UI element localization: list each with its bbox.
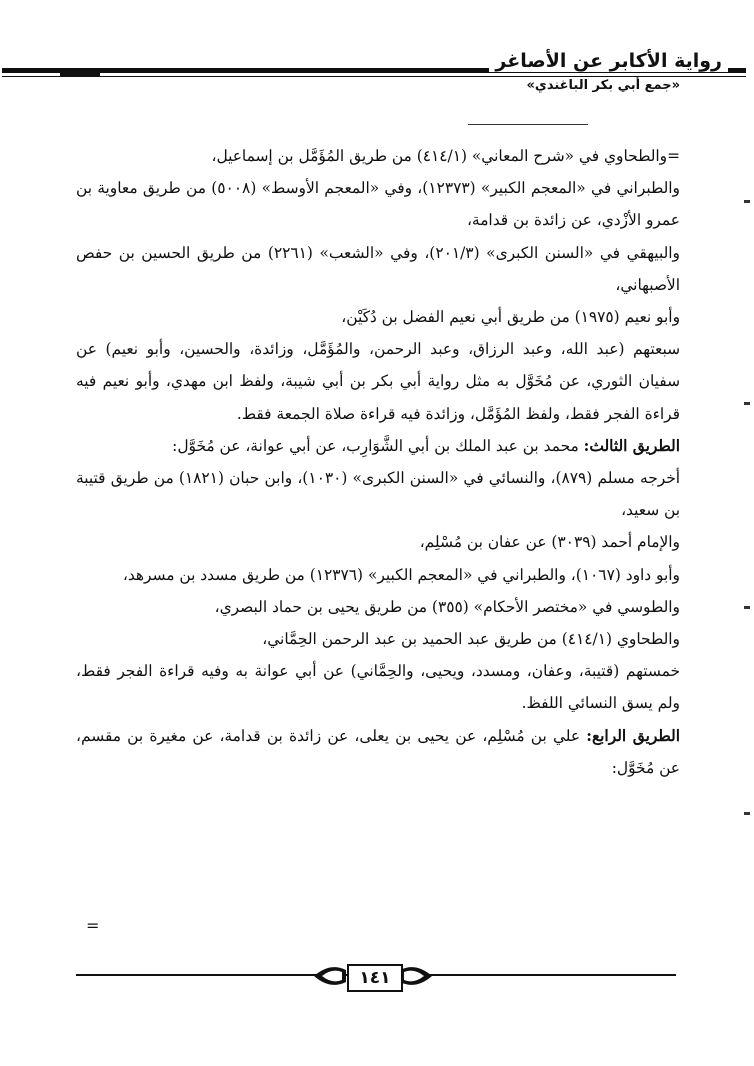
paragraph-text: أخرجه مسلم (٨٧٩)، والنسائي في «السنن الكبرى» (١٠٣٠)، وابن حبان (١٨٢١) من طريق قتيبة بن سعيد،	[76, 469, 680, 520]
paragraph	[76, 140, 680, 172]
paragraph-text: والطبراني في «المعجم الكبير» (١٢٣٧٣)، وفي «المعجم الأوسط» (٥٠٠٨) من طريق معاوية بن عمرو الأزْدي، عن زائدة بن قدامة،	[76, 179, 680, 230]
paragraph	[76, 526, 680, 558]
edge-tick-mark	[744, 200, 750, 203]
paragraph	[76, 462, 680, 526]
paragraph	[76, 720, 680, 784]
paragraph-text: =والطحاوي في «شرح المعاني» (٤١٤/١) من طريق المُؤَمَّل بن إسماعيل،	[211, 147, 680, 165]
paragraph-text: محمد بن عبد الملك بن أبي الشَّوَارِب، عن أبي عوانة، عن مُخَوَّل:	[172, 436, 584, 455]
running-title: رواية الأكابر عن الأصاغر	[489, 50, 728, 72]
paragraph-text: والبيهقي في «السنن الكبرى» (٢٠١/٣)، وفي «الشعب» (٢٢٦١) من طريق الحسين بن حفص الأصبهاني،	[76, 243, 680, 294]
section-heading: الطريق الثالث:	[583, 436, 680, 455]
paragraph	[76, 430, 680, 462]
header-bar-left	[60, 73, 100, 77]
paragraph-text: وأبو نعيم (١٩٧٥) من طريق أبي نعيم الفضل بن دُكَيْن،	[341, 308, 680, 327]
edge-tick-mark	[744, 606, 750, 609]
paragraph	[76, 172, 680, 236]
edge-tick-mark	[744, 812, 750, 815]
paragraph-text: والطحاوي (٤١٤/١) من طريق عبد الحميد بن عبد الرحمن الحِمَّاني،	[262, 630, 680, 649]
header-underline	[468, 124, 588, 125]
paragraph	[76, 333, 680, 430]
paragraph	[76, 237, 680, 301]
paragraph-text: وأبو داود (١٠٦٧)، والطبراني في «المعجم الكبير» (١٢٣٧٦) من طريق مسدد بن مسرهد،	[122, 565, 680, 584]
page-header	[0, 30, 754, 120]
paragraph	[76, 623, 680, 655]
paragraph-text: والإمام أحمد (٣٠٣٩) عن عفان بن مُسْلِم،	[419, 533, 680, 552]
paragraph	[76, 301, 680, 333]
paragraph-text: علي بن مُسْلِم، عن يحيى بن يعلى، عن زائدة بن قدامة، عن مغيرة بن مقسم، عن مُخَوَّل:	[76, 726, 680, 777]
page-number: ١٤١	[347, 964, 403, 992]
paragraph-text: سبعتهم (عبد الله، وعبد الرزاق، وعبد الرحمن، والمُؤَمَّل، وزائدة، والحسين، وأبو نعيم) عن سفيان الثوري، عن مُخَوَّل به مثل رواية أبي بكر بن أبي شيبة، ولفظ ابن مهدي، وأبو نعيم فيه قراءة الفجر فقط، ولفظ المُؤَمَّل، وزائدة فيه قراءة صلاة الجمعة فقط.	[76, 340, 680, 423]
header-rule-thin	[2, 76, 746, 77]
running-subtitle: «جمع أبي بكر الباغندي»	[523, 78, 685, 94]
body-text	[76, 140, 680, 784]
paragraph	[76, 655, 680, 719]
paragraph	[76, 591, 680, 623]
paragraph-text: خمستهم (قتيبة، وعفان، ومسدد، ويحيى، والحِمَّاني) عن أبي عوانة به وفيه قراءة الفجر فقط، ولم يسق النسائي اللفظ.	[76, 662, 680, 713]
paragraph	[76, 559, 680, 591]
edge-tick-mark	[744, 402, 750, 405]
paragraph-text: والطوسي في «مختصر الأحكام» (٣٥٥) من طريق يحيى بن حماد البصري،	[214, 597, 680, 616]
section-heading: الطريق الرابع:	[586, 726, 681, 745]
continuation-mark: =	[86, 916, 100, 935]
